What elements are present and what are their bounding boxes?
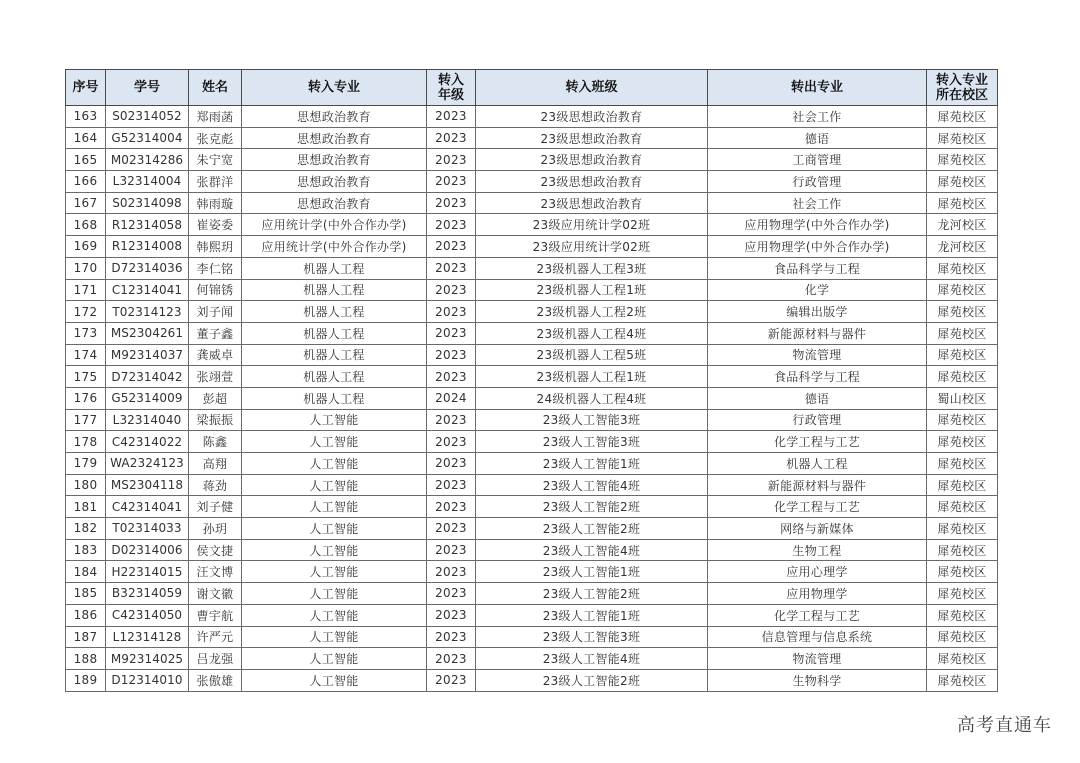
cell-campus: 犀苑校区 xyxy=(927,257,998,279)
table-row xyxy=(66,669,998,691)
cell-to-class: 23级人工智能1班 xyxy=(476,453,708,475)
cell-from-major: 食品科学与工程 xyxy=(708,366,927,388)
table-row xyxy=(66,539,998,561)
cell-seq: 180 xyxy=(66,474,106,496)
cell-to-year: 2023 xyxy=(427,561,476,583)
cell-to-major: 机器人工程 xyxy=(242,322,427,344)
cell-campus: 蜀山校区 xyxy=(927,387,998,409)
cell-to-major: 机器人工程 xyxy=(242,301,427,323)
cell-to-year: 2023 xyxy=(427,366,476,388)
cell-from-major: 物流管理 xyxy=(708,648,927,670)
cell-name: 梁振振 xyxy=(189,409,242,431)
cell-to-year: 2023 xyxy=(427,236,476,258)
cell-seq: 182 xyxy=(66,518,106,540)
table-body xyxy=(66,106,998,692)
cell-campus: 犀苑校区 xyxy=(927,518,998,540)
cell-from-major: 信息管理与信息系统 xyxy=(708,626,927,648)
cell-campus: 犀苑校区 xyxy=(927,539,998,561)
cell-to-year: 2023 xyxy=(427,279,476,301)
cell-to-major: 应用统计学(中外合作办学) xyxy=(242,214,427,236)
cell-name: 曹宇航 xyxy=(189,604,242,626)
cell-seq: 171 xyxy=(66,279,106,301)
cell-campus: 犀苑校区 xyxy=(927,669,998,691)
cell-to-year: 2023 xyxy=(427,648,476,670)
cell-name: 张傲雄 xyxy=(189,669,242,691)
cell-to-year: 2023 xyxy=(427,583,476,605)
cell-seq: 176 xyxy=(66,387,106,409)
cell-seq: 173 xyxy=(66,322,106,344)
table-row xyxy=(66,604,998,626)
cell-to-major: 人工智能 xyxy=(242,539,427,561)
cell-from-major: 生物工程 xyxy=(708,539,927,561)
cell-to-year: 2023 xyxy=(427,496,476,518)
cell-to-year: 2023 xyxy=(427,127,476,149)
cell-to-year: 2023 xyxy=(427,604,476,626)
cell-to-major: 应用统计学(中外合作办学) xyxy=(242,236,427,258)
cell-from-major: 食品科学与工程 xyxy=(708,257,927,279)
cell-from-major: 新能源材料与器件 xyxy=(708,322,927,344)
cell-student-id: R12314008 xyxy=(106,236,189,258)
cell-seq: 183 xyxy=(66,539,106,561)
cell-to-class: 23级思想政治教育 xyxy=(476,192,708,214)
table-row xyxy=(66,106,998,128)
cell-student-id: WA2324123 xyxy=(106,453,189,475)
cell-from-major: 编辑出版学 xyxy=(708,301,927,323)
cell-from-major: 物流管理 xyxy=(708,344,927,366)
cell-campus: 龙河校区 xyxy=(927,236,998,258)
cell-from-major: 化学工程与工艺 xyxy=(708,431,927,453)
cell-to-class: 23级思想政治教育 xyxy=(476,171,708,193)
table-row xyxy=(66,626,998,648)
cell-to-year: 2023 xyxy=(427,539,476,561)
cell-name: 彭超 xyxy=(189,387,242,409)
cell-from-major: 新能源材料与器件 xyxy=(708,474,927,496)
cell-to-class: 23级思想政治教育 xyxy=(476,127,708,149)
transfer-list-sheet xyxy=(65,69,997,692)
cell-student-id: D12314010 xyxy=(106,669,189,691)
cell-student-id: H22314015 xyxy=(106,561,189,583)
cell-to-major: 人工智能 xyxy=(242,518,427,540)
cell-seq: 178 xyxy=(66,431,106,453)
cell-from-major: 应用物理学(中外合作办学) xyxy=(708,214,927,236)
header-campus xyxy=(927,70,998,106)
cell-student-id: T02314123 xyxy=(106,301,189,323)
table-row xyxy=(66,648,998,670)
cell-from-major: 社会工作 xyxy=(708,192,927,214)
cell-to-year: 2023 xyxy=(427,322,476,344)
cell-to-class: 23级人工智能4班 xyxy=(476,648,708,670)
cell-campus: 犀苑校区 xyxy=(927,301,998,323)
table-row xyxy=(66,192,998,214)
cell-to-class: 23级机器人工程2班 xyxy=(476,301,708,323)
header-campus-line1: 转入专业 xyxy=(935,72,988,88)
cell-from-major: 应用物理学 xyxy=(708,583,927,605)
cell-student-id: D72314036 xyxy=(106,257,189,279)
cell-name: 张克彪 xyxy=(189,127,242,149)
cell-name: 韩熙玥 xyxy=(189,236,242,258)
header-to-year xyxy=(427,70,476,106)
cell-to-major: 人工智能 xyxy=(242,409,427,431)
cell-name: 李仁铭 xyxy=(189,257,242,279)
header-from-major: 转出专业 xyxy=(708,70,927,106)
table-row xyxy=(66,236,998,258)
cell-to-year: 2023 xyxy=(427,669,476,691)
cell-to-class: 23级思想政治教育 xyxy=(476,106,708,128)
cell-student-id: R12314058 xyxy=(106,214,189,236)
cell-from-major: 德语 xyxy=(708,387,927,409)
cell-seq: 170 xyxy=(66,257,106,279)
cell-seq: 179 xyxy=(66,453,106,475)
table-row xyxy=(66,561,998,583)
cell-seq: 187 xyxy=(66,626,106,648)
cell-seq: 167 xyxy=(66,192,106,214)
cell-campus: 犀苑校区 xyxy=(927,453,998,475)
table-row xyxy=(66,257,998,279)
cell-to-year: 2023 xyxy=(427,344,476,366)
cell-to-class: 23级人工智能1班 xyxy=(476,561,708,583)
table-row xyxy=(66,279,998,301)
cell-campus: 犀苑校区 xyxy=(927,583,998,605)
table-row xyxy=(66,583,998,605)
cell-to-year: 2023 xyxy=(427,431,476,453)
cell-campus: 犀苑校区 xyxy=(927,344,998,366)
cell-to-year: 2023 xyxy=(427,214,476,236)
cell-seq: 186 xyxy=(66,604,106,626)
table-row xyxy=(66,387,998,409)
cell-to-class: 23级机器人工程4班 xyxy=(476,322,708,344)
cell-from-major: 行政管理 xyxy=(708,171,927,193)
watermark-text: 高考直通车 xyxy=(957,715,1052,736)
cell-to-class: 23级应用统计学02班 xyxy=(476,214,708,236)
cell-to-major: 人工智能 xyxy=(242,431,427,453)
cell-name: 陈鑫 xyxy=(189,431,242,453)
cell-to-major: 思想政治教育 xyxy=(242,127,427,149)
cell-to-class: 23级人工智能3班 xyxy=(476,431,708,453)
cell-to-class: 23级人工智能2班 xyxy=(476,583,708,605)
cell-to-year: 2024 xyxy=(427,387,476,409)
header-to-year-line2: 年级 xyxy=(437,87,464,103)
cell-from-major: 工商管理 xyxy=(708,149,927,171)
cell-student-id: M92314025 xyxy=(106,648,189,670)
cell-student-id: MS2304261 xyxy=(106,322,189,344)
header-seq: 序号 xyxy=(66,70,106,106)
cell-to-class: 23级人工智能2班 xyxy=(476,518,708,540)
cell-student-id: MS2304118 xyxy=(106,474,189,496)
cell-seq: 166 xyxy=(66,171,106,193)
cell-campus: 龙河校区 xyxy=(927,214,998,236)
table-row xyxy=(66,518,998,540)
cell-seq: 185 xyxy=(66,583,106,605)
table-header xyxy=(66,70,998,106)
cell-campus: 犀苑校区 xyxy=(927,626,998,648)
cell-to-class: 23级人工智能1班 xyxy=(476,604,708,626)
cell-campus: 犀苑校区 xyxy=(927,322,998,344)
cell-to-class: 23级思想政治教育 xyxy=(476,149,708,171)
cell-to-year: 2023 xyxy=(427,474,476,496)
header-to-year-line1: 转入 xyxy=(437,72,464,88)
cell-student-id: C12314041 xyxy=(106,279,189,301)
cell-seq: 181 xyxy=(66,496,106,518)
cell-to-year: 2023 xyxy=(427,171,476,193)
cell-to-class: 23级机器人工程1班 xyxy=(476,279,708,301)
cell-name: 侯文捷 xyxy=(189,539,242,561)
cell-name: 韩雨璇 xyxy=(189,192,242,214)
cell-campus: 犀苑校区 xyxy=(927,366,998,388)
table-row xyxy=(66,214,998,236)
table-row xyxy=(66,474,998,496)
cell-name: 孙玥 xyxy=(189,518,242,540)
cell-to-year: 2023 xyxy=(427,453,476,475)
cell-to-major: 思想政治教育 xyxy=(242,171,427,193)
cell-name: 张群洋 xyxy=(189,171,242,193)
cell-to-major: 人工智能 xyxy=(242,561,427,583)
cell-name: 刘子闻 xyxy=(189,301,242,323)
cell-student-id: C42314050 xyxy=(106,604,189,626)
cell-campus: 犀苑校区 xyxy=(927,474,998,496)
cell-to-year: 2023 xyxy=(427,192,476,214)
header-to-class: 转入班级 xyxy=(476,70,708,106)
cell-to-class: 23级人工智能2班 xyxy=(476,496,708,518)
cell-from-major: 社会工作 xyxy=(708,106,927,128)
table-row xyxy=(66,149,998,171)
cell-seq: 168 xyxy=(66,214,106,236)
header-campus-line2: 所在校区 xyxy=(935,87,988,103)
cell-to-major: 人工智能 xyxy=(242,453,427,475)
cell-to-class: 23级机器人工程1班 xyxy=(476,366,708,388)
cell-to-year: 2023 xyxy=(427,106,476,128)
cell-to-year: 2023 xyxy=(427,257,476,279)
cell-campus: 犀苑校区 xyxy=(927,561,998,583)
cell-to-major: 机器人工程 xyxy=(242,366,427,388)
cell-name: 谢文徽 xyxy=(189,583,242,605)
transfer-students-table xyxy=(65,69,998,692)
cell-to-major: 思想政治教育 xyxy=(242,192,427,214)
cell-name: 张翊萱 xyxy=(189,366,242,388)
cell-to-class: 24级机器人工程4班 xyxy=(476,387,708,409)
cell-from-major: 机器人工程 xyxy=(708,453,927,475)
cell-from-major: 行政管理 xyxy=(708,409,927,431)
cell-student-id: C42314022 xyxy=(106,431,189,453)
cell-seq: 177 xyxy=(66,409,106,431)
cell-seq: 169 xyxy=(66,236,106,258)
cell-name: 吕龙强 xyxy=(189,648,242,670)
table-row xyxy=(66,344,998,366)
header-to-major: 转入专业 xyxy=(242,70,427,106)
cell-student-id: T02314033 xyxy=(106,518,189,540)
cell-seq: 172 xyxy=(66,301,106,323)
cell-student-id: S02314098 xyxy=(106,192,189,214)
cell-to-class: 23级人工智能3班 xyxy=(476,626,708,648)
cell-campus: 犀苑校区 xyxy=(927,106,998,128)
cell-from-major: 应用物理学(中外合作办学) xyxy=(708,236,927,258)
cell-to-major: 思想政治教育 xyxy=(242,149,427,171)
cell-seq: 163 xyxy=(66,106,106,128)
cell-to-year: 2023 xyxy=(427,518,476,540)
cell-name: 许严元 xyxy=(189,626,242,648)
cell-name: 刘子健 xyxy=(189,496,242,518)
cell-name: 崔姿委 xyxy=(189,214,242,236)
cell-to-year: 2023 xyxy=(427,409,476,431)
cell-name: 汪文博 xyxy=(189,561,242,583)
cell-campus: 犀苑校区 xyxy=(927,409,998,431)
cell-student-id: M92314037 xyxy=(106,344,189,366)
cell-name: 蒋劲 xyxy=(189,474,242,496)
cell-to-class: 23级人工智能2班 xyxy=(476,669,708,691)
cell-to-year: 2023 xyxy=(427,626,476,648)
cell-student-id: M02314286 xyxy=(106,149,189,171)
cell-to-class: 23级应用统计学02班 xyxy=(476,236,708,258)
table-row xyxy=(66,301,998,323)
cell-to-year: 2023 xyxy=(427,149,476,171)
cell-to-major: 人工智能 xyxy=(242,604,427,626)
cell-from-major: 网络与新媒体 xyxy=(708,518,927,540)
cell-to-class: 23级人工智能4班 xyxy=(476,539,708,561)
cell-student-id: B32314059 xyxy=(106,583,189,605)
cell-from-major: 德语 xyxy=(708,127,927,149)
cell-to-class: 23级机器人工程3班 xyxy=(476,257,708,279)
cell-seq: 188 xyxy=(66,648,106,670)
cell-campus: 犀苑校区 xyxy=(927,604,998,626)
cell-from-major: 应用心理学 xyxy=(708,561,927,583)
cell-name: 郑雨菡 xyxy=(189,106,242,128)
cell-student-id: D72314042 xyxy=(106,366,189,388)
cell-to-class: 23级机器人工程5班 xyxy=(476,344,708,366)
cell-name: 何锦锈 xyxy=(189,279,242,301)
cell-student-id: G52314004 xyxy=(106,127,189,149)
header-row xyxy=(66,70,998,106)
cell-student-id: C42314041 xyxy=(106,496,189,518)
cell-to-class: 23级人工智能4班 xyxy=(476,474,708,496)
cell-student-id: S02314052 xyxy=(106,106,189,128)
cell-campus: 犀苑校区 xyxy=(927,192,998,214)
cell-name: 龚威卓 xyxy=(189,344,242,366)
cell-to-class: 23级人工智能3班 xyxy=(476,409,708,431)
cell-to-major: 人工智能 xyxy=(242,648,427,670)
table-row xyxy=(66,431,998,453)
cell-student-id: D02314006 xyxy=(106,539,189,561)
cell-seq: 175 xyxy=(66,366,106,388)
cell-seq: 164 xyxy=(66,127,106,149)
cell-from-major: 化学工程与工艺 xyxy=(708,604,927,626)
cell-campus: 犀苑校区 xyxy=(927,171,998,193)
table-row xyxy=(66,366,998,388)
cell-to-major: 机器人工程 xyxy=(242,257,427,279)
cell-to-major: 机器人工程 xyxy=(242,279,427,301)
header-student-id: 学号 xyxy=(106,70,189,106)
cell-student-id: L32314040 xyxy=(106,409,189,431)
cell-seq: 165 xyxy=(66,149,106,171)
cell-from-major: 化学 xyxy=(708,279,927,301)
cell-campus: 犀苑校区 xyxy=(927,149,998,171)
table-row xyxy=(66,127,998,149)
cell-to-major: 机器人工程 xyxy=(242,344,427,366)
cell-name: 高翔 xyxy=(189,453,242,475)
cell-campus: 犀苑校区 xyxy=(927,127,998,149)
cell-to-major: 人工智能 xyxy=(242,474,427,496)
cell-campus: 犀苑校区 xyxy=(927,648,998,670)
cell-to-major: 人工智能 xyxy=(242,496,427,518)
cell-seq: 184 xyxy=(66,561,106,583)
cell-to-major: 思想政治教育 xyxy=(242,106,427,128)
cell-to-major: 人工智能 xyxy=(242,626,427,648)
cell-campus: 犀苑校区 xyxy=(927,279,998,301)
cell-student-id: L12314128 xyxy=(106,626,189,648)
cell-name: 朱宁宽 xyxy=(189,149,242,171)
cell-campus: 犀苑校区 xyxy=(927,496,998,518)
cell-seq: 174 xyxy=(66,344,106,366)
table-row xyxy=(66,496,998,518)
cell-seq: 189 xyxy=(66,669,106,691)
cell-to-major: 人工智能 xyxy=(242,583,427,605)
table-row xyxy=(66,453,998,475)
cell-campus: 犀苑校区 xyxy=(927,431,998,453)
cell-to-major: 机器人工程 xyxy=(242,387,427,409)
cell-to-major: 人工智能 xyxy=(242,669,427,691)
table-row xyxy=(66,409,998,431)
table-row xyxy=(66,322,998,344)
cell-from-major: 化学工程与工艺 xyxy=(708,496,927,518)
header-name: 姓名 xyxy=(189,70,242,106)
cell-from-major: 生物科学 xyxy=(708,669,927,691)
cell-student-id: L32314004 xyxy=(106,171,189,193)
cell-name: 董子鑫 xyxy=(189,322,242,344)
cell-student-id: G52314009 xyxy=(106,387,189,409)
table-row xyxy=(66,171,998,193)
cell-to-year: 2023 xyxy=(427,301,476,323)
